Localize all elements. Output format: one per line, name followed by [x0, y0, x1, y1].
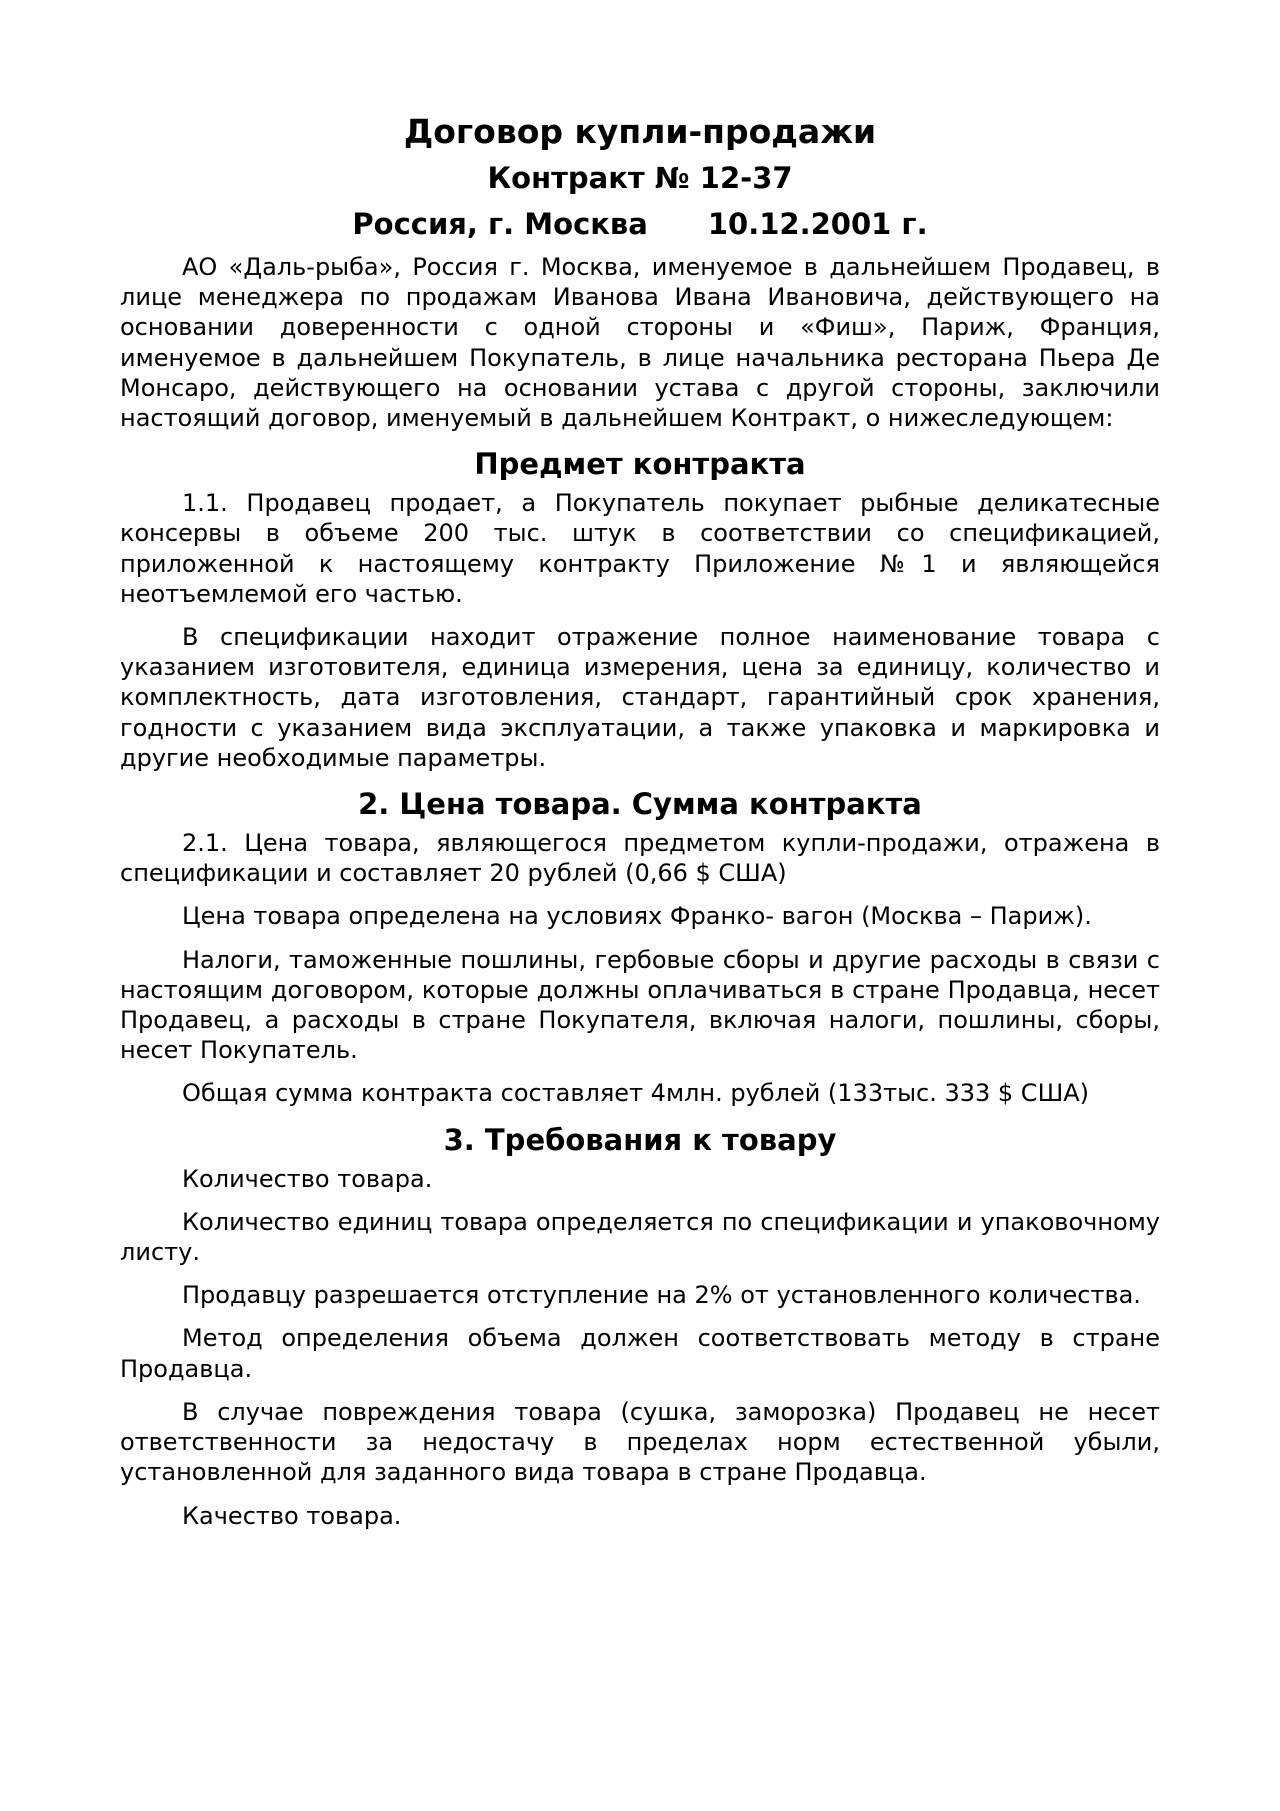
- section-requirements: [120, 1122, 1160, 1531]
- paragraph: Количество единиц товара определяется по спецификации и упаковочному листу.: [120, 1207, 1160, 1267]
- paragraph: Количество товара.: [182, 1164, 433, 1193]
- paragraph: 1.1. Продавец продает, а Покупатель покупает рыбные деликатесные консервы в объеме 200 тыс. штук в соответствии со спецификацией, приложенной к настоящему контракту Приложение №1 и являющейся неотъемлемой его частью.: [120, 489, 1160, 608]
- contract-location: Россия, г. Москва: [352, 207, 648, 241]
- document-title: Договор купли-продажи: [403, 112, 877, 151]
- intro-paragraph: АО «Даль-рыба», Россия г. Москва, именуемое в дальнейшем Продавец, в лице менеджера по продажам Иванова Ивана Ивановича, действующего на основании доверенности с одной стороны и «Фиш», Париж, Франция, именуемое в дальнейшем Покупатель, в лице начальника ресторана Пьера Де Монсаро, действующего на основании устава с другой стороны, заключили настоящий договор, именуемый в дальнейшем Контракт, о нижеследующем:: [120, 253, 1160, 433]
- paragraph: В случае повреждения товара (сушка, заморозка) Продавец не несет ответственности за недостачу в пределах норм естественной убыли, установленной для заданного вида товара в стране Продавца.: [120, 1397, 1160, 1487]
- paragraph: Качество товара.: [182, 1501, 402, 1530]
- contract-number: Контракт № 12-37: [487, 161, 793, 195]
- paragraph: 2.1. Цена товара, являющегося предметом купли-продажи, отражена в спецификации и составляет 20 рублей (0,66 $ США): [120, 829, 1160, 888]
- contract-date: 10.12.2001 г.: [707, 207, 928, 241]
- paragraph: Налоги, таможенные пошлины, гербовые сборы и другие расходы в связи с настоящим договором, которые должны оплачиваться в стране Продавца, несет Продавец, а расходы в стране Покупателя, включая налоги, пошлины, сборы, несет Покупатель.: [120, 945, 1160, 1065]
- paragraph: Метод определения объема должен соответствовать методу в стране Продавца.: [120, 1324, 1160, 1383]
- paragraph: Продавцу разрешается отступление на 2% от установленного количества.: [182, 1281, 1141, 1310]
- paragraph: Цена товара определена на условиях Франко- вагон (Москва – Париж).: [182, 902, 1092, 931]
- paragraph: В спецификации находит отражение полное наименование товара с указанием изготовителя, единица измерения, цена за единицу, количество и комплектность, дата изготовления, стандарт, гарантийный срок хранения, годности с указанием вида эксплуатации, а также упаковка и маркировка и другие необходимые параметры.: [120, 623, 1160, 772]
- section-heading: 2. Цена товара. Сумма контракта: [358, 787, 922, 822]
- document-page: [120, 112, 1160, 1544]
- section-heading: Предмет контракта: [474, 447, 806, 482]
- section-heading: 3. Требования к товару: [443, 1122, 837, 1157]
- paragraph: Общая сумма контракта составляет 4млн. рублей (133тыс. 333 $ США): [182, 1079, 1090, 1108]
- place-and-date: [120, 206, 1160, 242]
- section-subject: [120, 446, 1160, 773]
- section-price: [120, 786, 1160, 1109]
